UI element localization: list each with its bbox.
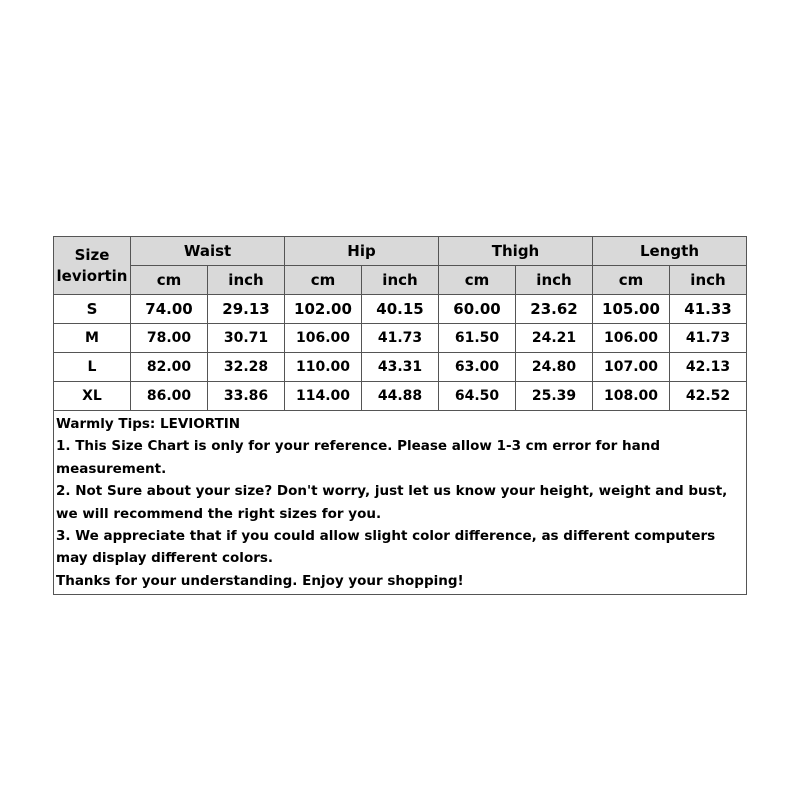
- size-cell: S: [54, 295, 131, 324]
- measurement-cell: 60.00: [439, 295, 516, 324]
- measurement-cell: 40.15: [362, 295, 439, 324]
- measurement-cell: 41.73: [670, 324, 747, 353]
- measurement-cell: 108.00: [593, 382, 670, 411]
- measurement-cell: 107.00: [593, 353, 670, 382]
- measurement-cell: 33.86: [208, 382, 285, 411]
- size-cell: M: [54, 324, 131, 353]
- unit-header: cm: [439, 266, 516, 295]
- table-row: [54, 382, 747, 411]
- measurement-cell: 78.00: [131, 324, 208, 353]
- tips-closing: Thanks for your understanding. Enjoy your shopping!: [56, 572, 464, 589]
- measurement-cell: 106.00: [593, 324, 670, 353]
- measurement-cell: 61.50: [439, 324, 516, 353]
- measurement-cell: 32.28: [208, 353, 285, 382]
- group-header-thigh: Thigh: [439, 237, 593, 266]
- measurement-cell: 25.39: [516, 382, 593, 411]
- measurement-cell: 110.00: [285, 353, 362, 382]
- unit-header: cm: [593, 266, 670, 295]
- measurement-cell: 64.50: [439, 382, 516, 411]
- measurement-cell: 114.00: [285, 382, 362, 411]
- header-row-units: [54, 266, 747, 295]
- size-header-label: Size: [74, 245, 110, 264]
- measurement-cell: 86.00: [131, 382, 208, 411]
- size-table: [53, 236, 747, 411]
- measurement-cell: 29.13: [208, 295, 285, 324]
- tip-line: 1. This Size Chart is only for your reference. Please allow 1-3 cm error for hand measurement.: [56, 438, 661, 477]
- measurement-cell: 24.21: [516, 324, 593, 353]
- measurement-cell: 102.00: [285, 295, 362, 324]
- tips-title: Warmly Tips: LEVIORTIN: [56, 416, 241, 432]
- tips-box: [53, 411, 747, 595]
- size-cell: L: [54, 353, 131, 382]
- unit-header: inch: [670, 266, 747, 295]
- tip-line: 3. We appreciate that if you could allow slight color difference, as different computers may display different colors.: [56, 528, 716, 567]
- brand-header-label: leviortin: [56, 266, 128, 285]
- group-header-waist: Waist: [131, 237, 285, 266]
- unit-header: inch: [208, 266, 285, 295]
- table-row: [54, 353, 747, 382]
- group-header-hip: Hip: [285, 237, 439, 266]
- measurement-cell: 82.00: [131, 353, 208, 382]
- size-chart: [53, 236, 747, 595]
- measurement-cell: 24.80: [516, 353, 593, 382]
- measurement-cell: 41.33: [670, 295, 747, 324]
- measurement-cell: 105.00: [593, 295, 670, 324]
- size-cell: XL: [54, 382, 131, 411]
- measurement-cell: 23.62: [516, 295, 593, 324]
- measurement-cell: 42.52: [670, 382, 747, 411]
- measurement-cell: 30.71: [208, 324, 285, 353]
- unit-header: inch: [362, 266, 439, 295]
- group-header-length: Length: [593, 237, 747, 266]
- header-row-groups: [54, 237, 747, 266]
- measurement-cell: 41.73: [362, 324, 439, 353]
- table-row: [54, 295, 747, 324]
- measurement-cell: 63.00: [439, 353, 516, 382]
- measurement-cell: 44.88: [362, 382, 439, 411]
- measurement-cell: 106.00: [285, 324, 362, 353]
- size-header-cell: [54, 237, 131, 295]
- unit-header: cm: [131, 266, 208, 295]
- measurement-cell: 74.00: [131, 295, 208, 324]
- unit-header: inch: [516, 266, 593, 295]
- tip-line: 2. Not Sure about your size? Don't worry, just let us know your height, weight and bust, we will recommend the right sizes for you.: [56, 483, 728, 522]
- measurement-cell: 42.13: [670, 353, 747, 382]
- unit-header: cm: [285, 266, 362, 295]
- table-row: [54, 324, 747, 353]
- size-table-body: [54, 295, 747, 411]
- measurement-cell: 43.31: [362, 353, 439, 382]
